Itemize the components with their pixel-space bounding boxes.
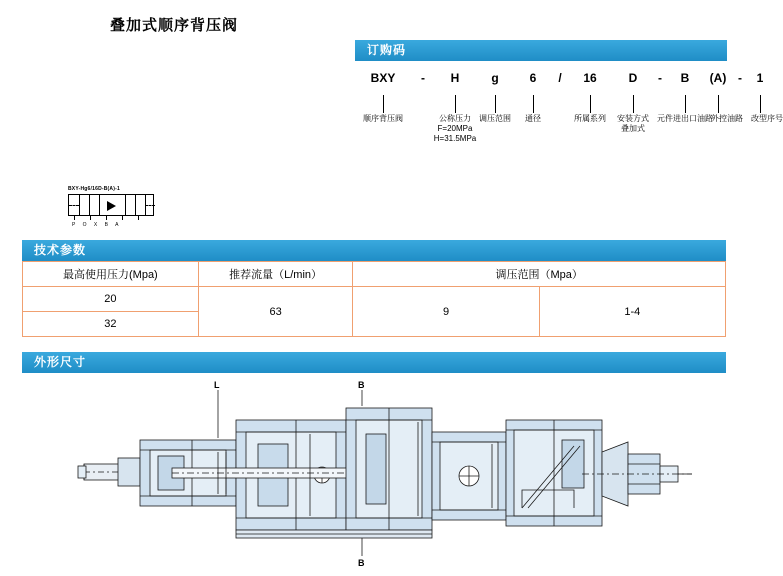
order-code-part-8: - — [658, 71, 662, 85]
order-code-part-7: D — [628, 71, 638, 85]
hydraulic-symbol-block — [68, 186, 164, 228]
table-header-row — [23, 262, 726, 287]
order-code-part-12: 1 — [756, 71, 764, 85]
symbol-tick-0 — [74, 216, 75, 220]
col-header-pressure: 最高使用压力(Mpa) — [23, 262, 199, 287]
cell-range-1: 1-4 — [539, 287, 725, 337]
cell-pressure-1: 32 — [23, 312, 199, 337]
symbol-dash-right — [145, 205, 155, 206]
order-label-1: 公称压力 F=20MPa H=31.5MPa — [433, 114, 477, 143]
cell-range-0: 9 — [353, 287, 539, 337]
outline-drawing — [22, 380, 726, 570]
svg-text:L: L — [214, 380, 220, 390]
symbol-vline-3 — [99, 195, 100, 215]
cell-pressure-0: 20 — [23, 287, 199, 312]
leader-line-4 — [590, 95, 591, 113]
leader-line-7 — [718, 95, 719, 113]
cell-flow: 63 — [198, 287, 353, 337]
order-code-part-4: 6 — [529, 71, 537, 85]
leader-line-6 — [685, 95, 686, 113]
leader-line-8 — [760, 95, 761, 113]
order-code-part-2: H — [450, 71, 460, 85]
symbol-vline-5 — [135, 195, 136, 215]
svg-text:B: B — [358, 558, 365, 568]
symbol-port-labels: P O X B A — [72, 222, 122, 228]
order-code-row — [355, 71, 764, 93]
symbol-tick-3 — [122, 216, 123, 220]
leader-line-1 — [455, 95, 456, 113]
order-code-part-5: / — [558, 71, 562, 85]
order-code-leader-lines — [355, 95, 727, 113]
order-code-block — [355, 40, 783, 164]
symbol-diagram — [68, 194, 154, 216]
leader-line-3 — [533, 95, 534, 113]
col-header-flow: 推荐流量（L/min） — [198, 262, 353, 287]
order-code-part-9: B — [680, 71, 690, 85]
col-header-range: 调压范围（Mpa） — [353, 262, 726, 287]
symbol-vline-1 — [79, 195, 80, 215]
order-code-part-3: g — [491, 71, 499, 85]
order-label-8: 改型序号 — [751, 114, 783, 123]
leader-line-0 — [383, 95, 384, 113]
symbol-port-ticks — [68, 216, 164, 221]
leader-line-2 — [495, 95, 496, 113]
order-code-part-10: (A) — [709, 71, 727, 85]
tech-params-table — [22, 261, 726, 337]
order-label-3: 通径 — [525, 114, 541, 123]
symbol-tick-1 — [90, 216, 91, 220]
order-label-5: 安装方式 叠加式 — [617, 114, 649, 133]
order-label-6: 元件进出口油路 — [657, 114, 713, 123]
order-label-0: 顺序背压阀 — [363, 114, 403, 123]
order-code-header: 订购码 — [355, 40, 727, 61]
section-header-dimensions: 外形尺寸 — [22, 352, 726, 373]
symbol-caption: BXY-Hg6/16D-B(A)-1 — [68, 186, 120, 192]
svg-text:B: B — [358, 380, 365, 390]
symbol-tick-4 — [138, 216, 139, 220]
order-code-part-6: 16 — [583, 71, 597, 85]
page-title: 叠加式顺序背压阀 — [110, 17, 239, 34]
symbol-tick-2 — [106, 216, 107, 220]
order-code-part-11: - — [738, 71, 742, 85]
order-label-4: 所属系列 — [574, 114, 606, 123]
section-header-tech: 技术参数 — [22, 240, 726, 261]
order-code-part-0: BXY — [370, 71, 396, 85]
order-code-labels — [355, 114, 783, 164]
symbol-vline-4 — [125, 195, 126, 215]
order-code-part-1: - — [421, 71, 425, 85]
symbol-arrow-icon — [107, 201, 116, 211]
table-row — [23, 287, 726, 312]
symbol-vline-2 — [89, 195, 90, 215]
symbol-dash-left — [69, 205, 79, 206]
order-label-7: 外控油路 — [711, 114, 743, 123]
leader-line-5 — [633, 95, 634, 113]
order-label-2: 调压范围 — [479, 114, 511, 123]
